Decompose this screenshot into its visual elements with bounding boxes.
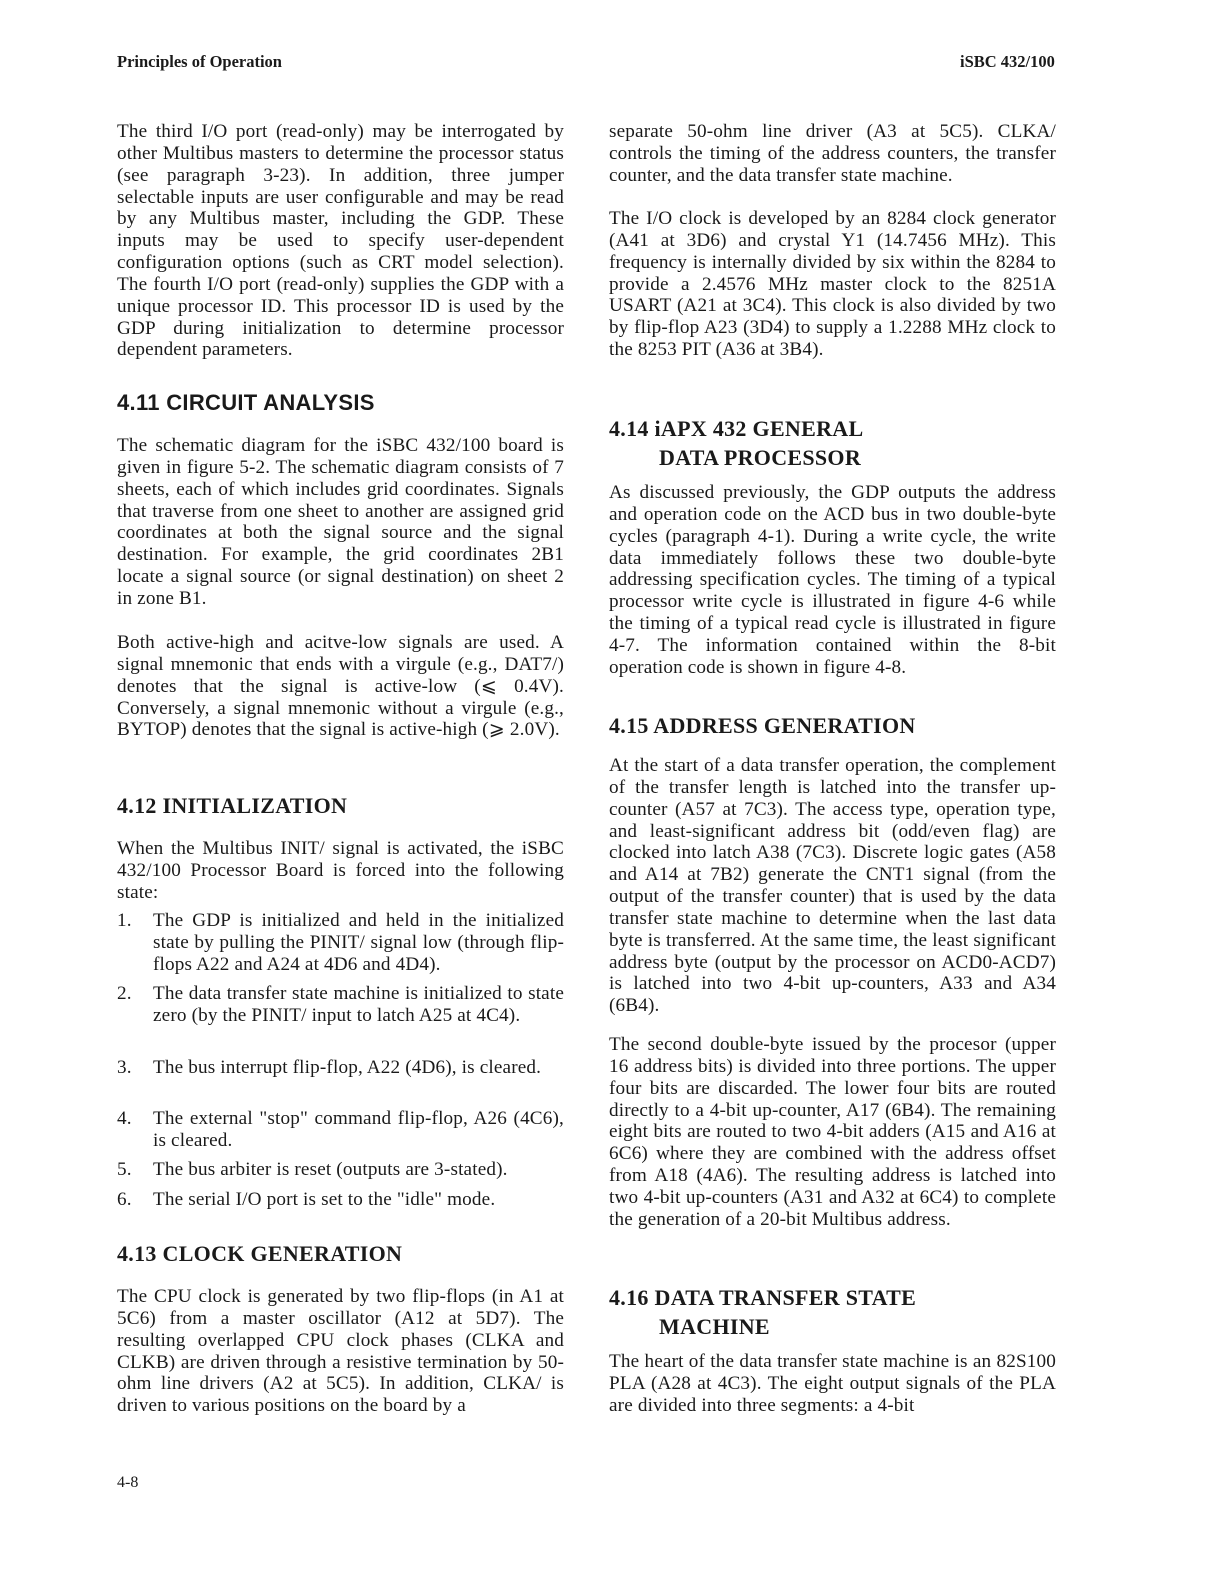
heading-4-14: 4.14 iAPX 432 GENERAL DATA PROCESSOR (609, 416, 864, 470)
list-item: 3. The bus interrupt flip-flop, A22 (4D6), is cleared. (117, 1057, 542, 1078)
list-item: 2. The data transfer state machine is initialized to state zero (by the PINIT/ input to latch A25 at 4C4). (117, 983, 564, 1026)
paragraph: The I/O clock is developed by an 8284 clock generator (A41 at 3D6) and crystal Y1 (14.7456 MHz). This frequency is internally divided by six within the 8284 to provide a 2.4576 MHz master clock to the 8251A USART (A21 at 3C4). This clock is also divided by two by flip-flop A23 (3D4) to supply a 1.2288 MHz clock to the 8253 PIT (A36 at 3B4). (609, 208, 1056, 361)
list-item: 6. The serial I/O port is set to the "idle" mode. (117, 1189, 496, 1210)
paragraph: separate 50-ohm line driver (A3 at 5C5). CLKA/ controls the timing of the address counters, the transfer counter, and the data transfer state machine. (609, 121, 1056, 186)
paragraph: At the start of a data transfer operation, the complement of the transfer length is latched into the transfer up-counter (A57 at 7C3). The access type, operation type, and least-significant address bit (odd/even flag) are clocked into latch A38 (7C3). Discrete logic gates (A58 and A14 at 7B2) generate the CNT1 signal (from the output of the transfer counter) that is used by the data transfer state machine to determine when the last data byte is transferred. At the same time, the least significant address byte (output by the processor on ACD0-ACD7) is latched into two 4-bit up-counters, A33 and A34 (6B4). (609, 755, 1056, 1017)
list-item: 5. The bus arbiter is reset (outputs are 3-stated). (117, 1159, 508, 1180)
paragraph: The CPU clock is generated by two flip-flops (in A1 at 5C6) from a master oscillator (A12 at 5D7). The resulting overlapped CPU clock phases (CLKA and CLKB) are driven through a resistive termination by 50-ohm line drivers (A2 at 5C5). In addition, CLKA/ is driven to various positions on the board by a (117, 1286, 564, 1417)
list-item: 1. The GDP is initialized and held in the initialized state by pulling the PINIT/ signal low (through flip-flops A22 and A24 at 4D6 and 4D4). (117, 910, 564, 975)
list-item: 4. The external "stop" command flip-flop, A26 (4C6), is cleared. (117, 1108, 564, 1151)
heading-4-16: 4.16 DATA TRANSFER STATE MACHINE (609, 1285, 917, 1339)
page-number: 4-8 (117, 1474, 139, 1491)
paragraph: The schematic diagram for the iSBC 432/100 board is given in figure 5-2. The schematic diagram consists of 7 sheets, each of which includes grid coordinates. Signals that traverse from one sheet to another are assigned grid coordinates at both the signal source and the signal destination. For example, the grid coordinates 2B1 locate a signal source (or signal destination) on sheet 2 in zone B1. (117, 435, 564, 609)
paragraph: Both active-high and acitve-low signals are used. A signal mnemonic that ends with a virgule (e.g., DAT7/) denotes that the signal is active-low (⩽ 0.4V). Conversely, a signal mnemonic without a virgule (e.g., BYTOP) denotes that the signal is active-high (⩾ 2.0V). (117, 632, 564, 741)
running-header-section: Principles of Operation (117, 52, 282, 71)
paragraph: When the Multibus INIT/ signal is activated, the iSBC 432/100 Processor Board is forced into the following state: (117, 838, 564, 903)
running-header-product: iSBC 432/100 (960, 52, 1055, 71)
paragraph: The heart of the data transfer state machine is an 82S100 PLA (A28 at 4C3). The eight output signals of the PLA are divided into three segments: a 4-bit (609, 1351, 1056, 1416)
paragraph: The second double-byte issued by the procesor (upper 16 address bits) is divided into three portions. The upper four bits are discarded. The lower four bits are routed directly to a 4-bit up-counter, A17 (6B4). The remaining eight bits are routed to two 4-bit adders (A15 and A16 at 6C6) where they are combined with the address offset from A18 (4A6). The resulting address is latched into two 4-bit up-counters (A31 and A32 at 6C4) to complete the generation of a 20-bit Multibus address. (609, 1034, 1056, 1230)
heading-4-11: 4.11 CIRCUIT ANALYSIS (117, 390, 375, 415)
heading-4-15: 4.15 ADDRESS GENERATION (609, 713, 916, 738)
paragraph: The third I/O port (read-only) may be interrogated by other Multibus masters to determine the processor status (see paragraph 3-23). In addition, three jumper selectable inputs are user configurable and may be read by any Multibus master, including the GDP. These inputs may be used to specify user-dependent configuration options (such as CRT model selection). The fourth I/O port (read-only) supplies the GDP with a unique processor ID. This processor ID is used by the GDP during initialization to determine processor dependent parameters. (117, 121, 564, 361)
heading-4-13: 4.13 CLOCK GENERATION (117, 1241, 403, 1266)
heading-4-12: 4.12 INITIALIZATION (117, 793, 348, 818)
paragraph: As discussed previously, the GDP outputs the address and operation code on the ACD bus in two double-byte cycles (paragraph 4-1). During a write cycle, the write data immediately follows these two double-byte addressing specification cycles. The timing of a typical processor write cycle is illustrated in figure 4-6 while the timing of a typical read cycle is illustrated in figure 4-7. The information contained within the 8-bit operation code is shown in figure 4-8. (609, 482, 1056, 678)
